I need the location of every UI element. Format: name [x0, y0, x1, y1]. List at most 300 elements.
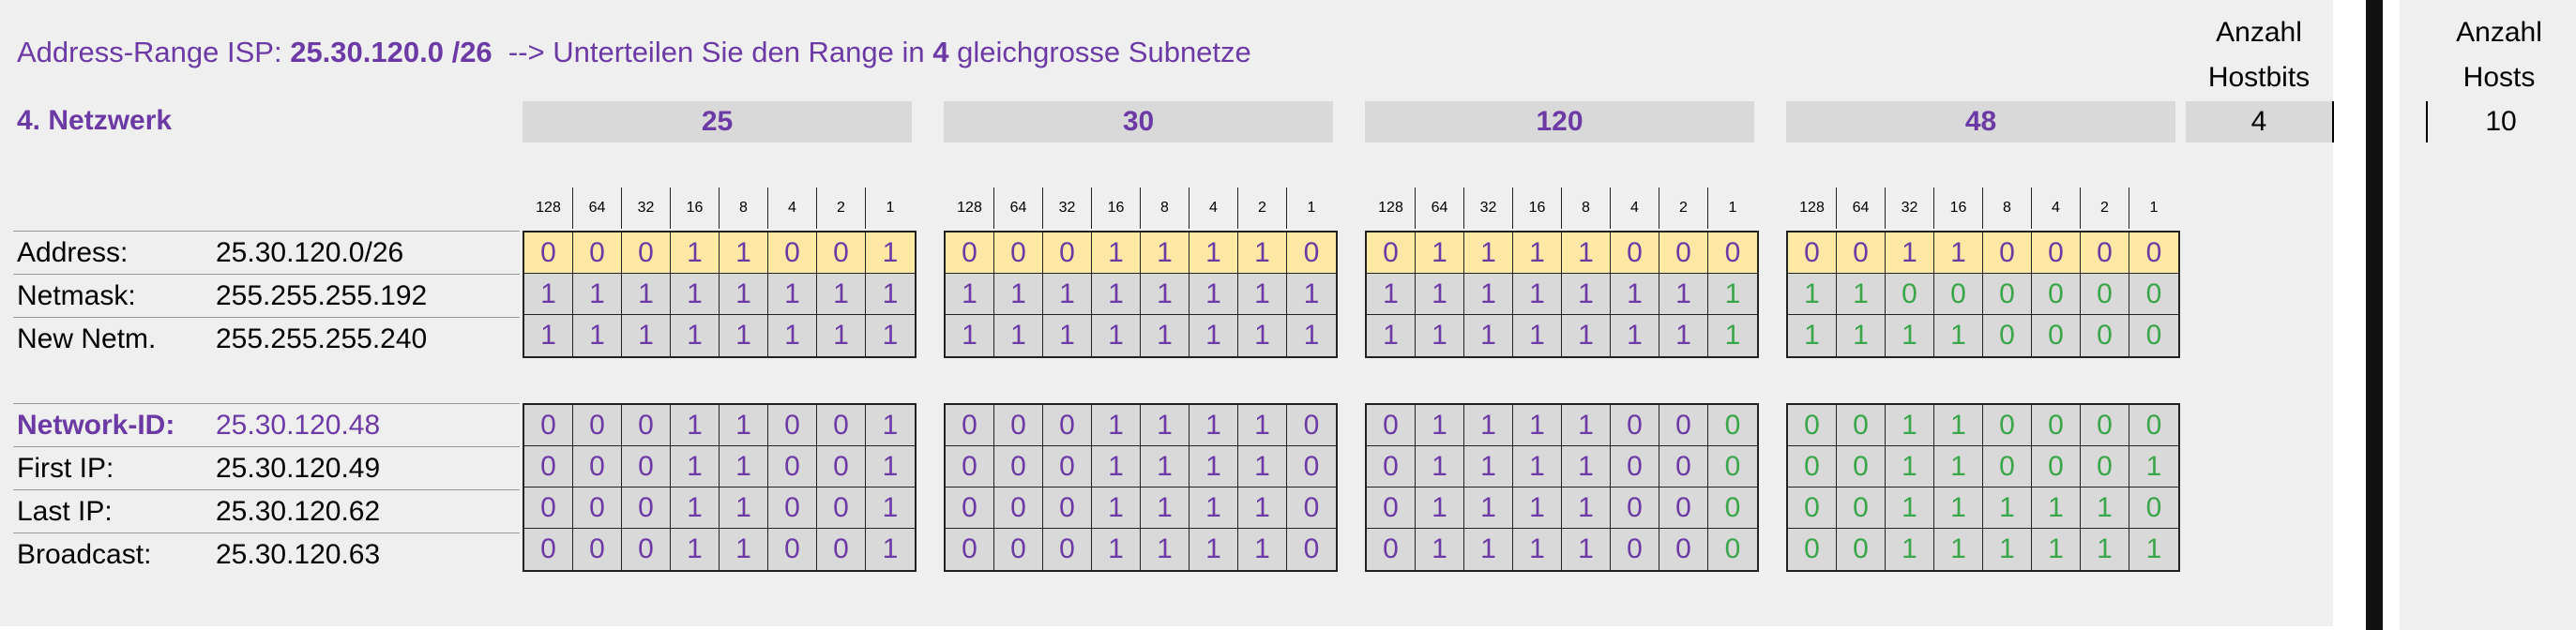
bit-cell[interactable]: 1	[671, 232, 720, 274]
bit-cell[interactable]: 0	[622, 232, 671, 274]
bit-cell[interactable]: 1	[1562, 405, 1611, 446]
bit-weight: 16	[1513, 188, 1562, 229]
row-label: Last IP:	[17, 496, 113, 527]
bit-cell[interactable]: 1	[1092, 446, 1141, 488]
network-title: 4. Netzwerk	[17, 105, 173, 136]
bit-cell[interactable]: 1	[1141, 274, 1190, 315]
bit-weight: 128	[946, 188, 994, 229]
bit-cell[interactable]: 0	[1708, 488, 1757, 529]
bit-cell[interactable]: 0	[1611, 446, 1659, 488]
bit-cell[interactable]: 0	[1659, 405, 1708, 446]
bit-cell[interactable]: 0	[1934, 274, 1983, 315]
bit-cell[interactable]: 1	[1513, 446, 1562, 488]
bit-cell[interactable]: 1	[1238, 315, 1287, 356]
bit-grid-bottom-octet-4	[1786, 403, 2180, 572]
bit-weight: 32	[622, 188, 671, 229]
subnet-count: 4	[932, 36, 949, 68]
bit-cell[interactable]: 1	[1416, 315, 1464, 356]
bit-cell[interactable]: 0	[524, 446, 573, 488]
bit-cell[interactable]: 0	[946, 529, 994, 570]
row-value: 25.30.120.63	[216, 539, 381, 570]
bit-cell[interactable]: 0	[994, 488, 1043, 529]
bit-cell[interactable]: 1	[1562, 529, 1611, 570]
bit-cell[interactable]: 0	[768, 529, 817, 570]
bit-weight: 128	[1788, 188, 1837, 229]
bit-cell[interactable]: 1	[573, 274, 622, 315]
bit-weight: 64	[573, 188, 622, 229]
bit-cell[interactable]: 1	[866, 315, 915, 356]
bit-cell[interactable]: 1	[1464, 529, 1513, 570]
bit-cell[interactable]: 1	[720, 529, 768, 570]
bit-grid-top-octet-3	[1365, 231, 1759, 358]
bit-cell[interactable]: 1	[671, 315, 720, 356]
bit-cell[interactable]: 0	[573, 529, 622, 570]
bit-cell[interactable]: 1	[1416, 405, 1464, 446]
bit-cell[interactable]: 1	[1788, 274, 1837, 315]
bit-cell[interactable]: 1	[1659, 274, 1708, 315]
bit-cell[interactable]: 1	[1983, 488, 2032, 529]
bit-cell[interactable]: 0	[2032, 274, 2081, 315]
bit-cell[interactable]: 1	[1464, 232, 1513, 274]
bit-cell[interactable]: 0	[1983, 232, 2032, 274]
bit-cell[interactable]: 0	[2081, 232, 2129, 274]
bit-cell[interactable]: 1	[1238, 232, 1287, 274]
bit-cell[interactable]: 0	[1043, 446, 1092, 488]
bit-cell[interactable]: 0	[1708, 446, 1757, 488]
bit-cell[interactable]: 1	[2081, 488, 2129, 529]
bit-cell[interactable]: 0	[994, 529, 1043, 570]
bit-weight: 1	[1728, 200, 1737, 216]
bit-grid-bottom-octet-1	[523, 403, 917, 572]
bit-cell[interactable]: 0	[817, 446, 866, 488]
bit-cell[interactable]: 0	[2129, 315, 2178, 356]
bit-cell[interactable]: 1	[671, 488, 720, 529]
bit-cell[interactable]: 0	[1367, 529, 1416, 570]
bit-cell[interactable]: 1	[2129, 529, 2178, 570]
bit-cell[interactable]: 0	[573, 405, 622, 446]
address-range: 25.30.120.0 /26	[290, 36, 492, 68]
row-label: Netmask:	[17, 280, 136, 311]
bit-cell[interactable]: 1	[1886, 529, 1934, 570]
bit-cell[interactable]: 1	[1562, 232, 1611, 274]
bit-cell[interactable]: 1	[866, 529, 915, 570]
bit-cell[interactable]: 1	[1043, 274, 1092, 315]
bit-cell[interactable]: 0	[1287, 529, 1336, 570]
bit-weight: 2	[817, 188, 866, 229]
bit-cell[interactable]: 0	[1043, 405, 1092, 446]
bit-cell[interactable]: 1	[1190, 488, 1238, 529]
bit-cell[interactable]: 0	[1287, 446, 1336, 488]
hosts-header-line2: Hosts	[2462, 62, 2536, 93]
bit-cell[interactable]: 1	[1513, 315, 1562, 356]
bit-cell[interactable]: 1	[1287, 315, 1336, 356]
bit-cell[interactable]: 0	[622, 446, 671, 488]
bit-cell[interactable]: 0	[1659, 488, 1708, 529]
bit-cell[interactable]: 0	[1983, 446, 2032, 488]
bit-cell[interactable]: 0	[1367, 488, 1416, 529]
bit-cell[interactable]: 1	[1788, 315, 1837, 356]
bit-cell[interactable]: 0	[1886, 274, 1934, 315]
bit-grid-top-octet-1	[523, 231, 917, 358]
bit-cell[interactable]: 1	[1190, 315, 1238, 356]
bit-cell[interactable]: 0	[817, 232, 866, 274]
row-value: 255.255.255.192	[216, 280, 428, 311]
bit-weights-octet-4	[1788, 188, 2178, 229]
bit-cell[interactable]: 1	[1562, 446, 1611, 488]
bit-cell[interactable]: 0	[1837, 446, 1886, 488]
bit-cell[interactable]: 1	[1562, 488, 1611, 529]
bit-weight: 1	[1307, 200, 1316, 216]
bit-weight: 32	[1043, 188, 1092, 229]
bit-cell[interactable]: 0	[524, 529, 573, 570]
row-divider	[13, 274, 520, 275]
bit-cell[interactable]: 1	[1092, 232, 1141, 274]
row-label: Broadcast:	[17, 539, 152, 570]
bit-cell[interactable]: 0	[1788, 446, 1837, 488]
bit-cell[interactable]: 1	[1367, 315, 1416, 356]
row-label: Address:	[17, 237, 129, 268]
bit-weight: 4	[768, 188, 817, 229]
bit-cell[interactable]: 0	[2129, 405, 2178, 446]
bit-cell[interactable]: 1	[1190, 446, 1238, 488]
hostbits-value[interactable]: 4	[2186, 101, 2334, 142]
bit-cell[interactable]: 0	[2032, 232, 2081, 274]
bit-cell[interactable]: 1	[1238, 405, 1287, 446]
bit-weight: 2	[2081, 188, 2129, 229]
bit-cell[interactable]: 1	[1934, 315, 1983, 356]
bit-cell[interactable]: 0	[573, 232, 622, 274]
bit-cell[interactable]: 1	[573, 315, 622, 356]
bit-cell[interactable]: 1	[1464, 488, 1513, 529]
bit-cell[interactable]: 0	[1367, 405, 1416, 446]
bit-weight: 1	[2149, 200, 2159, 216]
bit-cell[interactable]: 0	[573, 488, 622, 529]
bit-cell[interactable]: 0	[1788, 232, 1837, 274]
bit-weight: 128	[524, 188, 573, 229]
bit-cell[interactable]: 0	[1983, 274, 2032, 315]
bit-cell[interactable]: 0	[1043, 529, 1092, 570]
bit-cell[interactable]: 0	[622, 405, 671, 446]
bit-cell[interactable]: 0	[622, 529, 671, 570]
bit-cell[interactable]: 1	[1141, 446, 1190, 488]
bit-weights-octet-3	[1367, 188, 1757, 229]
bit-cell[interactable]: 1	[1238, 274, 1287, 315]
bit-cell[interactable]: 0	[768, 446, 817, 488]
bit-weight: 8	[1562, 188, 1611, 229]
bit-weight: 16	[1092, 188, 1141, 229]
bit-cell[interactable]: 0	[524, 488, 573, 529]
bit-cell[interactable]: 1	[1092, 488, 1141, 529]
bit-cell[interactable]: 0	[817, 488, 866, 529]
bit-weight: 8	[1141, 188, 1190, 229]
bit-cell[interactable]: 1	[720, 405, 768, 446]
bit-cell[interactable]: 0	[2129, 488, 2178, 529]
bit-cell[interactable]: 1	[1513, 405, 1562, 446]
bit-cell[interactable]: 1	[1934, 405, 1983, 446]
bit-cell[interactable]: 1	[866, 405, 915, 446]
row-divider	[13, 403, 520, 404]
task-suffix: gleichgrosse Subnetze	[948, 36, 1251, 68]
bit-cell[interactable]: 1	[768, 274, 817, 315]
bit-cell[interactable]: 1	[1092, 274, 1141, 315]
bit-cell[interactable]: 0	[1611, 529, 1659, 570]
bit-cell[interactable]: 0	[1837, 529, 1886, 570]
bit-cell[interactable]: 1	[2032, 529, 2081, 570]
bit-cell[interactable]: 0	[1788, 405, 1837, 446]
bit-cell[interactable]: 0	[946, 446, 994, 488]
bit-cell[interactable]: 0	[1837, 405, 1886, 446]
bit-cell[interactable]: 0	[1659, 529, 1708, 570]
bit-cell[interactable]: 1	[1611, 274, 1659, 315]
bit-cell[interactable]: 1	[622, 274, 671, 315]
bit-cell[interactable]: 1	[1886, 315, 1934, 356]
bit-cell[interactable]: 0	[2129, 274, 2178, 315]
bit-cell[interactable]: 1	[1092, 529, 1141, 570]
bit-cell[interactable]: 0	[2032, 315, 2081, 356]
bit-cell[interactable]: 1	[1562, 315, 1611, 356]
bit-cell[interactable]: 0	[994, 446, 1043, 488]
octet-header-3: 120	[1365, 101, 1754, 142]
bit-cell[interactable]: 1	[1092, 315, 1141, 356]
row-divider	[13, 489, 520, 490]
bit-cell[interactable]: 1	[1513, 232, 1562, 274]
bit-cell[interactable]: 0	[817, 529, 866, 570]
bit-cell[interactable]: 0	[946, 488, 994, 529]
bit-cell[interactable]: 1	[1513, 274, 1562, 315]
bit-cell[interactable]: 1	[1416, 232, 1464, 274]
row-value: 255.255.255.240	[216, 323, 428, 354]
bit-cell[interactable]: 1	[671, 405, 720, 446]
row-value: 25.30.120.49	[216, 453, 381, 484]
bit-cell[interactable]: 1	[1141, 529, 1190, 570]
bit-cell[interactable]: 0	[946, 232, 994, 274]
bit-cell[interactable]: 1	[1934, 488, 1983, 529]
bit-grid-bottom-octet-3	[1365, 403, 1759, 572]
bit-cell[interactable]: 1	[1416, 488, 1464, 529]
task-description	[17, 36, 1251, 69]
bit-cell[interactable]: 1	[720, 488, 768, 529]
bit-cell[interactable]: 1	[1416, 529, 1464, 570]
bit-cell[interactable]: 1	[1837, 315, 1886, 356]
bit-cell[interactable]: 0	[994, 405, 1043, 446]
bit-cell[interactable]: 1	[866, 446, 915, 488]
bit-cell[interactable]: 0	[768, 405, 817, 446]
bit-cell[interactable]: 1	[1092, 405, 1141, 446]
bit-cell[interactable]: 1	[671, 274, 720, 315]
bit-cell[interactable]: 1	[1238, 529, 1287, 570]
bit-weight: 4	[2032, 188, 2081, 229]
bit-cell[interactable]: 1	[2129, 446, 2178, 488]
bit-weight: 32	[1464, 188, 1513, 229]
row-value: 25.30.120.62	[216, 496, 381, 527]
bit-cell[interactable]: 1	[1141, 315, 1190, 356]
bit-cell[interactable]: 0	[1287, 405, 1336, 446]
bit-cell[interactable]: 1	[1238, 446, 1287, 488]
hosts-value[interactable]: 10	[2426, 101, 2574, 142]
octet-header-4: 48	[1786, 101, 2175, 142]
bit-cell[interactable]: 0	[1837, 488, 1886, 529]
bit-cell[interactable]: 0	[994, 232, 1043, 274]
row-divider	[13, 446, 520, 447]
row-divider	[13, 317, 520, 318]
bit-cell[interactable]: 1	[946, 315, 994, 356]
bit-cell[interactable]: 1	[720, 274, 768, 315]
column-divider	[2366, 0, 2383, 630]
task-middle: --> Unterteilen Sie den Range in	[492, 36, 933, 68]
bit-cell[interactable]: 0	[2081, 446, 2129, 488]
bit-cell[interactable]: 1	[622, 315, 671, 356]
bit-cell[interactable]: 1	[1141, 405, 1190, 446]
bit-cell[interactable]: 0	[1659, 232, 1708, 274]
bit-cell[interactable]: 1	[1562, 274, 1611, 315]
bit-weight: 128	[1367, 188, 1416, 229]
bit-cell[interactable]: 0	[1837, 232, 1886, 274]
bit-cell[interactable]: 0	[2081, 405, 2129, 446]
bit-cell[interactable]: 1	[1708, 274, 1757, 315]
bit-cell[interactable]: 1	[866, 488, 915, 529]
bit-grid-bottom-octet-2	[944, 403, 1338, 572]
bit-cell[interactable]: 1	[1983, 529, 2032, 570]
bit-cell[interactable]: 1	[2032, 488, 2081, 529]
bit-cell[interactable]: 1	[1287, 274, 1336, 315]
bit-cell[interactable]: 1	[1708, 315, 1757, 356]
bit-cell[interactable]: 0	[1708, 529, 1757, 570]
bit-grid-top-octet-4	[1786, 231, 2180, 358]
bit-cell[interactable]: 1	[1611, 315, 1659, 356]
bit-weight: 8	[1983, 188, 2032, 229]
bit-cell[interactable]: 0	[817, 405, 866, 446]
bit-cell[interactable]: 1	[768, 315, 817, 356]
bit-cell[interactable]: 1	[1934, 529, 1983, 570]
bit-cell[interactable]: 0	[2081, 274, 2129, 315]
bit-cell[interactable]: 0	[1708, 405, 1757, 446]
bit-cell[interactable]: 1	[817, 315, 866, 356]
bit-cell[interactable]: 1	[1659, 315, 1708, 356]
bit-cell[interactable]: 1	[720, 232, 768, 274]
bit-cell[interactable]: 1	[1367, 274, 1416, 315]
bit-cell[interactable]: 0	[1611, 232, 1659, 274]
bit-cell[interactable]: 0	[2081, 315, 2129, 356]
bit-cell[interactable]: 1	[524, 274, 573, 315]
octet-header-1: 25	[523, 101, 912, 142]
bit-cell[interactable]: 1	[866, 232, 915, 274]
bit-cell[interactable]: 1	[1238, 488, 1287, 529]
bit-cell[interactable]: 1	[817, 274, 866, 315]
row-divider	[13, 532, 520, 533]
bit-cell[interactable]: 0	[2032, 446, 2081, 488]
bit-cell[interactable]: 0	[1043, 488, 1092, 529]
bit-cell[interactable]: 1	[1190, 274, 1238, 315]
bit-cell[interactable]: 0	[622, 488, 671, 529]
bit-cell[interactable]: 1	[1513, 529, 1562, 570]
bit-cell[interactable]: 0	[2032, 405, 2081, 446]
bit-cell[interactable]: 0	[1367, 446, 1416, 488]
bit-cell[interactable]: 0	[768, 232, 817, 274]
bit-cell[interactable]: 0	[524, 405, 573, 446]
bit-cell[interactable]: 1	[1190, 405, 1238, 446]
bit-cell[interactable]: 0	[1788, 488, 1837, 529]
hostbits-header-line1: Anzahl	[2216, 17, 2302, 48]
bit-cell[interactable]: 1	[2081, 529, 2129, 570]
bit-cell[interactable]: 0	[946, 405, 994, 446]
bit-cell[interactable]: 1	[866, 274, 915, 315]
hosts-header-line1: Anzahl	[2456, 17, 2542, 48]
bit-cell[interactable]: 1	[1190, 232, 1238, 274]
bit-cell[interactable]: 0	[768, 488, 817, 529]
bit-weight: 64	[994, 188, 1043, 229]
bit-cell[interactable]: 1	[1886, 232, 1934, 274]
bit-cell[interactable]: 0	[1983, 315, 2032, 356]
bit-cell[interactable]: 1	[1886, 446, 1934, 488]
bit-cell[interactable]: 1	[1141, 232, 1190, 274]
bit-cell[interactable]: 0	[1708, 232, 1757, 274]
row-divider	[13, 231, 520, 232]
bit-weight: 4	[1611, 188, 1659, 229]
bit-cell[interactable]: 1	[1886, 405, 1934, 446]
bit-cell[interactable]: 0	[2129, 232, 2178, 274]
bit-cell[interactable]: 1	[1416, 274, 1464, 315]
bit-cell[interactable]: 0	[1287, 488, 1336, 529]
bit-cell[interactable]: 1	[1464, 405, 1513, 446]
bit-cell[interactable]: 0	[1611, 488, 1659, 529]
bit-weight: 16	[1934, 188, 1983, 229]
bit-weight: 1	[886, 200, 895, 216]
bit-cell[interactable]: 1	[1464, 274, 1513, 315]
bit-cell[interactable]: 0	[524, 232, 573, 274]
bit-cell[interactable]: 1	[524, 315, 573, 356]
bit-cell[interactable]: 1	[994, 315, 1043, 356]
bit-weight: 16	[671, 188, 720, 229]
bit-weights-octet-2	[946, 188, 1336, 229]
hostbits-header-line2: Hostbits	[2207, 62, 2311, 93]
bit-cell[interactable]: 1	[671, 446, 720, 488]
bit-cell[interactable]: 1	[1886, 488, 1934, 529]
task-prefix: Address-Range ISP:	[17, 36, 291, 68]
bit-cell[interactable]: 1	[720, 446, 768, 488]
bit-cell[interactable]: 0	[1983, 405, 2032, 446]
bit-cell[interactable]: 1	[1464, 315, 1513, 356]
bit-cell[interactable]: 1	[1190, 529, 1238, 570]
bit-cell[interactable]: 0	[1367, 232, 1416, 274]
bit-cell[interactable]: 1	[946, 274, 994, 315]
bit-cell[interactable]: 1	[671, 529, 720, 570]
bit-cell[interactable]: 1	[1464, 446, 1513, 488]
row-label: New Netm.	[17, 323, 157, 354]
bit-cell[interactable]: 1	[994, 274, 1043, 315]
row-value: 25.30.120.48	[216, 410, 381, 441]
bit-cell[interactable]: 1	[1141, 488, 1190, 529]
bit-cell[interactable]: 0	[1611, 405, 1659, 446]
bit-cell[interactable]: 0	[1043, 232, 1092, 274]
bit-cell[interactable]: 0	[1659, 446, 1708, 488]
bit-cell[interactable]: 0	[573, 446, 622, 488]
bit-cell[interactable]: 1	[1416, 446, 1464, 488]
bit-cell[interactable]: 1	[1934, 232, 1983, 274]
bit-cell[interactable]: 1	[1043, 315, 1092, 356]
bit-weight: 2	[1238, 188, 1287, 229]
bit-cell[interactable]: 1	[1934, 446, 1983, 488]
bit-cell[interactable]: 0	[1287, 232, 1336, 274]
bit-cell[interactable]: 1	[1513, 488, 1562, 529]
bit-cell[interactable]: 0	[1788, 529, 1837, 570]
bit-cell[interactable]: 1	[1837, 274, 1886, 315]
row-value: 25.30.120.0/26	[216, 237, 404, 268]
bit-weight: 8	[720, 188, 768, 229]
bit-weight: 2	[1659, 188, 1708, 229]
row-label: First IP:	[17, 453, 114, 484]
bit-weight: 32	[1886, 188, 1934, 229]
bit-cell[interactable]: 1	[720, 315, 768, 356]
